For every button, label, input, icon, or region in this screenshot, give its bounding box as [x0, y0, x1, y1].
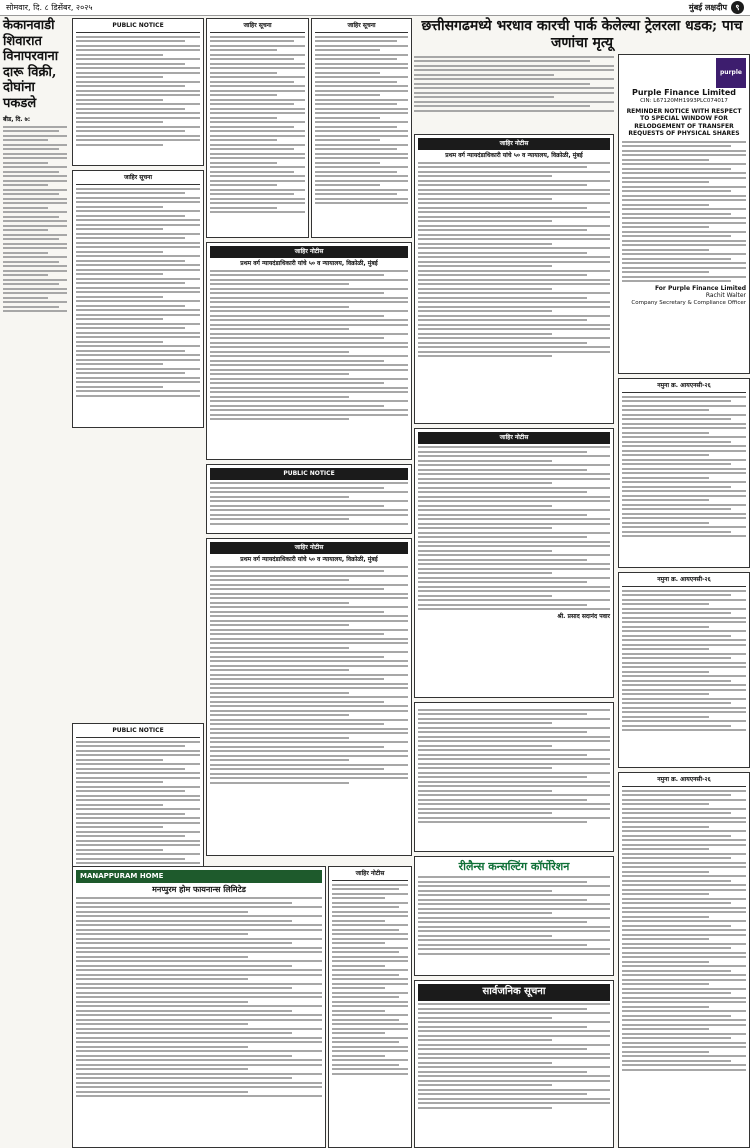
court-notice-1: जाहिर नोटीस प्रथम वर्ग न्यायदंडाधिकारी यांचे ५० व न्यायालय, विक्रोळी, मुंबई [206, 242, 412, 460]
sarvajanik-suchana: सार्वजनिक सूचना [414, 980, 614, 1148]
column-1 [0, 18, 70, 1148]
purple-logo: purple [716, 58, 746, 88]
masthead [0, 0, 750, 16]
reliance-consulting: रीलैन्स कन्सल्टिंग कॉर्पोरेशन [414, 856, 614, 976]
notice-a: जाहिर सूचना [206, 18, 309, 238]
purple-finance-notice: purple Purple Finance Limited CIN: L67120MH1993PLC074017 REMINDER NOTICE WITH RESPECT TO SPECIAL WINDOW FOR RELODGEMENT OF TRANSFER REQUESTS OF PHYSICAL SHARES For Purple Finance Limited Rachit Walter Company Secretary & Compliance Officer [618, 54, 750, 374]
manappuram-notice: MANAPPURAM HOME मनप्पुरम होम फायनान्स लिमिटेड [72, 866, 326, 1148]
masthead-date: सोमवार, दि. ८ डिसेंबर, २०२५ [6, 2, 93, 12]
form-inc26-2: नमुना क्र. आयएनसी-२६ [618, 572, 750, 768]
court-notice-3: जाहिर नोटीस प्रथम वर्ग न्यायदंडाधिकारी यांचे ५० व न्यायालय, विक्रोळी, मुंबई [414, 134, 614, 424]
column-3 [80, 18, 412, 1148]
public-notice-top: PUBLIC NOTICE [72, 18, 204, 166]
page-number: ९ [731, 1, 744, 14]
court-suit-notice [414, 702, 614, 852]
column-4 [414, 18, 750, 1148]
notice-b: जाहिर सूचना [311, 18, 412, 238]
article-body [3, 126, 67, 313]
advocate-name: श्री. प्रसाद सदानंद पवार [557, 612, 610, 620]
dateline: बीड, दि. ७: [3, 115, 31, 123]
form-inc26-1: नमुना क्र. आयएनसी-२६ [618, 378, 750, 568]
court-notice-2: जाहिर नोटीस प्रथम वर्ग न्यायदंडाधिकारी यांचे ५० व न्यायालय, विक्रोळी, मुंबई [206, 538, 412, 856]
headline-chhattisgarh: छत्तीसगढमध्ये भरधाव कारची पार्क केलेल्या ट्रेलरला धडक; पाच जणांचा मृत्यू [421, 18, 743, 51]
anugrah-notice: जाहिर नोटीस [328, 866, 412, 1148]
jahir-notice-pawar: जाहिर नोटीस श्री. प्रसाद सदानंद पवार [414, 428, 614, 698]
headline-kekanwadi: केकानवाडी शिवारात विनापरवाना दारू विक्री, दोघांना पकडले [3, 18, 59, 111]
masthead-paper: मुंबई लक्षदीप ९ [689, 1, 744, 14]
public-notice-mid: PUBLIC NOTICE [206, 464, 412, 534]
form-inc26-3: नमुना क्र. आयएनसी-२६ [618, 772, 750, 1148]
public-notice-ravani: PUBLIC NOTICE [72, 723, 204, 981]
article-chhattisgarh [414, 56, 614, 112]
notice-jahir-suchana: जाहिर सूचना [72, 170, 204, 428]
